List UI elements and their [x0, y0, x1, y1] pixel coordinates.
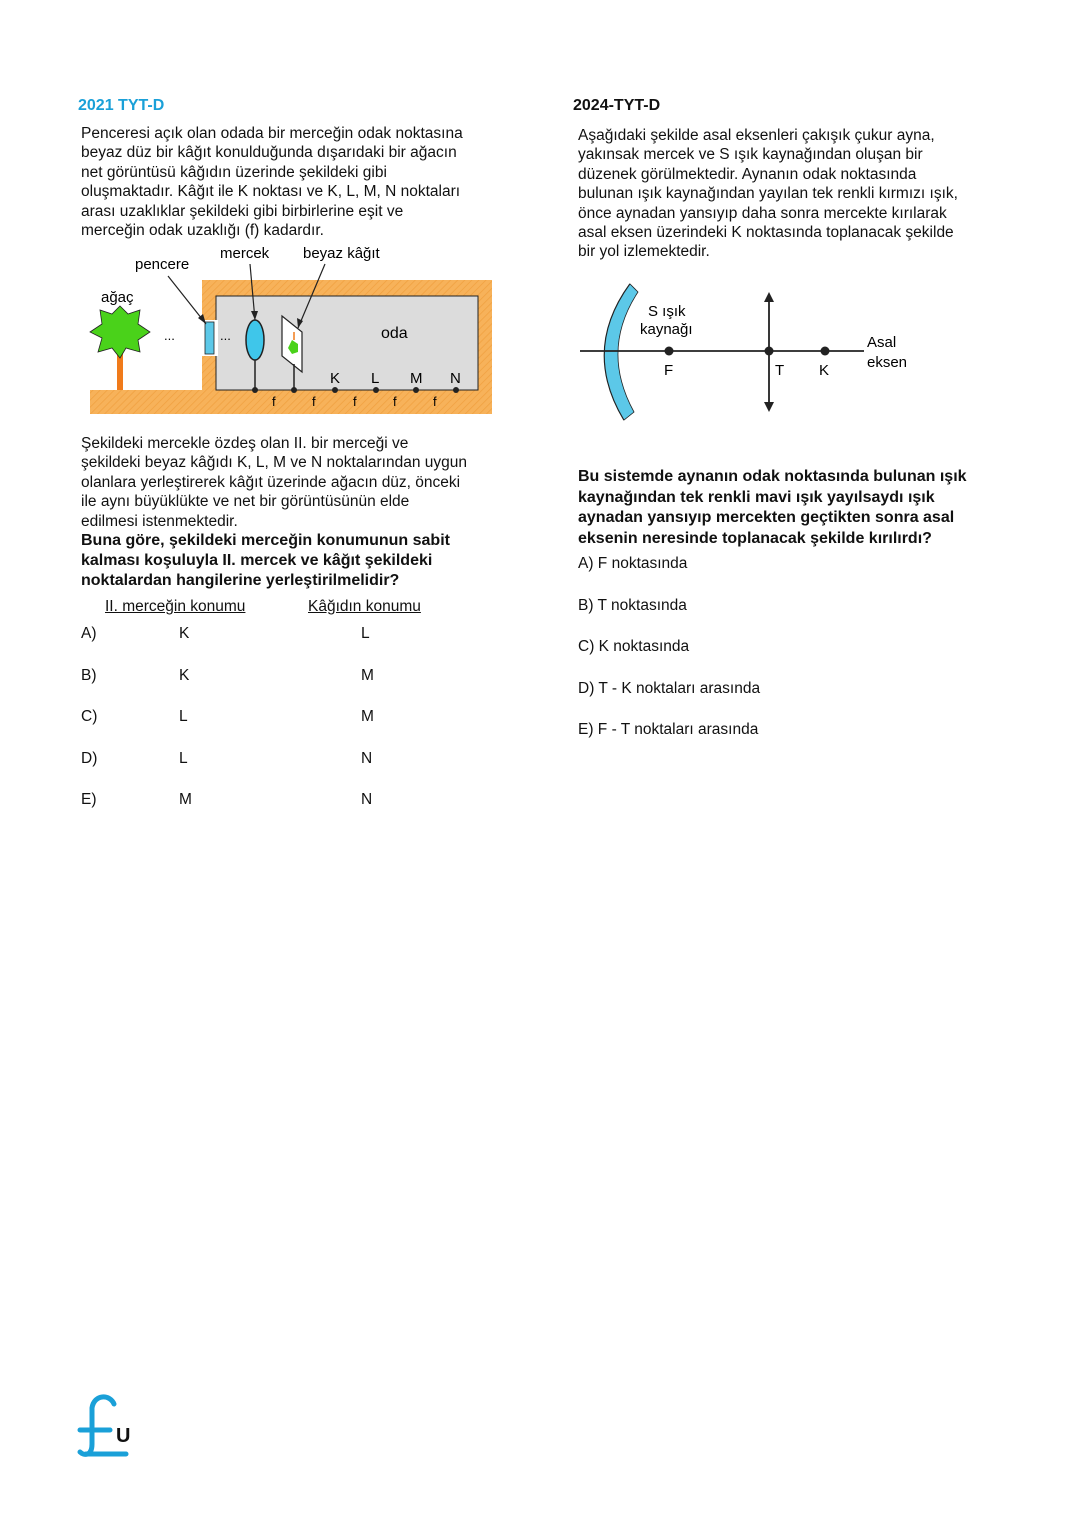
oda-label: oda [381, 325, 408, 342]
option-d-lens: L [179, 750, 188, 767]
right-option-a[interactable]: A) F noktasında [578, 555, 688, 572]
mercek-label: mercek [220, 245, 270, 262]
option-c-lens: L [179, 708, 188, 725]
point-l-label: L [371, 370, 380, 387]
pencere-label: pencere [135, 256, 190, 273]
option-b-lens: K [179, 667, 190, 684]
window [205, 322, 214, 354]
point-m-label: M [410, 370, 423, 387]
axis-label-2: eksen [867, 354, 908, 371]
point-n [453, 387, 459, 393]
point-f-label: F [664, 362, 674, 379]
option-d-paper: N [361, 750, 373, 767]
left-body: Şekildeki mercekle özdeş olan II. bir merceği ve şekildeki beyaz kâğıdı K, L, M ve N noktalarından uygun olanlara yerleştirerek kâğıt üzerinde ağacın düz, önceki ile aynı büyüklükte ve net bir görüntüsünün elde edilmesi istenmektedir. [81, 435, 467, 530]
point-n-label: N [450, 370, 461, 387]
paper-point [291, 387, 297, 393]
option-a-paper: L [361, 625, 370, 642]
option-a-letter[interactable]: A) [81, 625, 97, 642]
option-b-paper: M [361, 667, 374, 684]
room-lens-figure [80, 240, 500, 420]
mirror-lens-figure [578, 280, 938, 430]
inside-dots: ... [220, 328, 231, 343]
logo-letter: U [116, 1425, 131, 1447]
point-l [373, 387, 379, 393]
right-option-d[interactable]: D) T - K noktaları arasında [578, 680, 761, 697]
option-c-letter[interactable]: C) [81, 708, 98, 725]
option-b-letter[interactable]: B) [81, 667, 97, 684]
source-label-1: S ışık [648, 303, 686, 320]
right-heading: 2024-TYT-D [573, 97, 661, 114]
lens-point [252, 387, 258, 393]
point-f [665, 347, 674, 356]
beyaz-kagit-label: beyaz kâğıt [303, 245, 380, 262]
option-e-paper: N [361, 791, 373, 808]
point-k-right [821, 347, 830, 356]
option-a-lens: K [179, 625, 190, 642]
point-k-right-label: K [819, 362, 830, 379]
publisher-logo [76, 1390, 136, 1464]
right-intro: Aşağıdaki şekilde asal eksenleri çakışık çukur ayna, yakınsak mercek ve S ışık kaynağından oluşan bir düzenek görülmektedir. Aynanın odak noktasında bulunan ışık kaynağından yayılan tek renkli kırmızı ışık, önce aynadan yansıyıp daha sonra mercekte kırılarak asal eksen üzerindeki K noktasında toplanacak şekilde bir yol izlemektedir. [578, 127, 958, 261]
f-label-4: f [393, 394, 397, 409]
right-option-c[interactable]: C) K noktasında [578, 638, 690, 655]
right-question: Bu sistemde aynanın odak noktasında bulunan ışık kaynağından tek renkli mavi ışık yayılsaydı ışık aynadan yansıyıp mercekten geçtikten sonra asal eksenin neresinde toplanacak şekilde kırılırdı? [578, 468, 967, 547]
point-k-label: K [330, 370, 341, 387]
right-option-e[interactable]: E) F - T noktaları arasında [578, 721, 759, 738]
concave-mirror [604, 284, 638, 420]
point-t [765, 347, 774, 356]
left-question: Buna göre, şekildeki merceğin konumunun sabit kalması koşuluyla II. mercek ve kâğıt şekildeki noktalardan hangilerine yerleştirilmelidir? [81, 532, 450, 589]
right-option-b[interactable]: B) T noktasında [578, 597, 687, 614]
f-label-5: f [433, 394, 437, 409]
outside-dots: ... [164, 328, 175, 343]
agac-label: ağaç [101, 289, 134, 306]
option-e-letter[interactable]: E) [81, 791, 97, 808]
logo-mark [80, 1397, 114, 1454]
option-d-letter[interactable]: D) [81, 750, 98, 767]
point-m [413, 387, 419, 393]
f-label-3: f [353, 394, 357, 409]
tree-crown [90, 306, 150, 358]
point-k [332, 387, 338, 393]
f-label-1: f [272, 394, 276, 409]
axis-label-1: Asal [867, 334, 897, 351]
f-label-2: f [312, 394, 316, 409]
left-intro: Penceresi açık olan odada bir merceğin odak noktasına beyaz düz bir kâğıt konulduğunda dışarıdaki bir ağacın net görüntüsü kâğıdın üzerinde şekildeki gibi oluşmaktadır. Kâğıt ile K noktası ve K, L, M, N noktaları arası uzaklıklar şekildeki gibi birbirlerine eşit ve merceğin odak uzaklığı (f) kadardır. [81, 125, 463, 240]
option-c-paper: M [361, 708, 374, 725]
lens [246, 320, 264, 360]
option-e-lens: M [179, 791, 192, 808]
point-t-label: T [775, 362, 785, 379]
col-header-paper: Kâğıdın konumu [308, 598, 421, 615]
source-label-2: kaynağı [640, 321, 693, 338]
left-heading: 2021 TYT-D [78, 97, 165, 114]
col-header-lens: II. merceğin konumu [105, 598, 246, 615]
